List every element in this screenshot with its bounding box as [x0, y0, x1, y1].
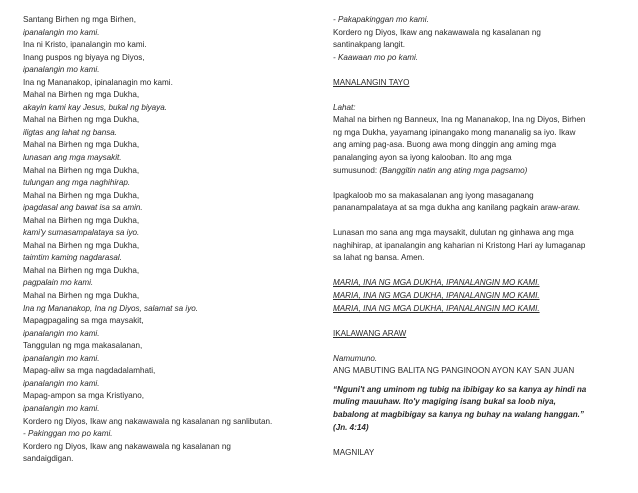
- blank-line: [333, 64, 625, 77]
- text-line: Ina ni Kristo, ipanalangin mo kami.: [23, 40, 147, 50]
- text-line: ipanalangin mo kami.: [23, 328, 100, 338]
- text-line: Mahal na Birhen ng mga Dukha,: [23, 140, 140, 150]
- text-line: Ina ng Mananakop, Ina ng Diyos, salamat sa iyo.: [23, 303, 199, 313]
- text-line: Mahal na Birhen ng mga Dukha,: [23, 165, 140, 175]
- blank-line: [333, 340, 625, 353]
- text-line: akayin kami kay Jesus, bukal ng biyaya.: [23, 102, 167, 112]
- text-line: ANG MABUTING BALITA NG PANGINOON AYON KAY SAN JUAN: [333, 366, 575, 376]
- text-line: panalanging ayon sa iyong kalooban. Ito ang mga: [333, 153, 512, 163]
- text-line: Mapagpagaling sa mga maysakit,: [23, 316, 144, 326]
- text-line: MAGNILAY: [333, 447, 375, 457]
- text-line: Lahat:: [333, 102, 356, 112]
- blank-line: [333, 434, 625, 447]
- text-span: sumusunod:: [333, 165, 380, 175]
- blank-line: [333, 89, 625, 102]
- text-line: Ipagkaloob mo sa makasalanan ang iyong masaganang: [333, 190, 534, 200]
- text-span-italic: (Banggitin natin ang ating mga pagsamo): [379, 165, 528, 175]
- text-line: Mahal na Birhen ng mga Dukha,: [23, 215, 140, 225]
- text-line: tulungan ang mga naghihirap.: [23, 178, 131, 188]
- text-line: iligtas ang lahat ng bansa.: [23, 127, 118, 137]
- text-line: Santang Birhen ng mga Birhen,: [23, 15, 136, 24]
- heading-line: MARIA, INA NG MGA DUKHA, IPANALANGIN MO KAMI.: [333, 278, 540, 288]
- text-line: Mahal na Birhen ng mga Dukha,: [23, 90, 140, 100]
- blank-line: [333, 315, 625, 328]
- text-line: Mapag-aliw sa mga nagdadalamhati,: [23, 366, 156, 376]
- text-line: Lunasan mo sana ang mga maysakit, dulutan ng ginhawa ang mga: [333, 228, 574, 238]
- text-line: ipanalangin mo kami.: [23, 403, 100, 413]
- text-line: taimtim kaming nagdarasal.: [23, 253, 122, 263]
- text-line: ipanalangin mo kami.: [23, 65, 100, 75]
- heading-line: IKALAWANG ARAW: [333, 328, 407, 338]
- text-line: muling mauuhaw. Ito'y magiging isang bukal sa loob niya,: [333, 397, 556, 407]
- text-line: lunasan ang mga maysakit.: [23, 153, 122, 163]
- text-line: Mahal na Birhen ng mga Dukha,: [23, 265, 140, 275]
- text-line: ipagdasal ang bawat isa sa amin.: [23, 203, 143, 213]
- text-line: (Jn. 4:14): [333, 422, 369, 432]
- text-line: “Nguni't ang uminom ng tubig na ibibigay ko sa kanya ay hindi na: [333, 384, 587, 394]
- text-line: Mahal na Birhen ng mga Dukha,: [23, 291, 140, 301]
- text-line: Mapag-ampon sa mga Kristiyano,: [23, 391, 145, 401]
- text-line: ng mga Dukha, yayamang ipinangako mong mananalig sa iyo. Ikaw: [333, 127, 576, 137]
- text-line: naghihirap, at ipanalangin ang kaharian ni Kristong Hari ay lumaganap: [333, 240, 586, 250]
- text-line: ipanalangin mo kami.: [23, 27, 100, 37]
- text-line: ipanalangin mo kami.: [23, 353, 100, 363]
- text-line: babalong at magbibigay sa kanya ng buhay na walang hanggan.”: [333, 409, 584, 419]
- text-line: Mahal na birhen ng Banneux, Ina ng Mananakop, Ina ng Diyos, Birhen: [333, 115, 586, 125]
- text-line: pagpalain mo kami.: [23, 278, 94, 288]
- text-line: Tanggulan ng mga makasalanan,: [23, 341, 143, 351]
- text-line: Namumuno.: [333, 353, 378, 363]
- blank-line: [333, 177, 625, 190]
- text-line: ang aming pag-asa. Buong awa mong dinggin ang aming mga: [333, 140, 557, 150]
- text-line: - Pakapakinggan mo kami.: [333, 15, 429, 24]
- text-line: Kordero ng Diyos, Ikaw ang nakawawala ng kasalanan ng sanlibutan.: [23, 416, 273, 426]
- heading-line: MARIA, INA NG MGA DUKHA, IPANALANGIN MO KAMI.: [333, 303, 540, 313]
- text-line: ipanalangin mo kami.: [23, 378, 100, 388]
- left-column: [23, 14, 313, 466]
- text-line: sandaigdigan.: [23, 454, 74, 464]
- blank-line: [333, 265, 625, 278]
- right-column: [333, 14, 625, 459]
- heading-line: MANALANGIN TAYO: [333, 77, 410, 87]
- text-line: - Kaawaan mo po kami.: [333, 52, 419, 62]
- text-line: Kordero ng Diyos, Ikaw ang nakawawala ng kasalanan ng: [333, 27, 541, 37]
- heading-line: MARIA, INA NG MGA DUKHA, IPANALANGIN MO KAMI.: [333, 291, 540, 301]
- text-line: sa lahat ng bansa. Amen.: [333, 253, 425, 263]
- text-line: Inang puspos ng biyaya ng Diyos,: [23, 52, 145, 62]
- text-line: kami'y sumasampalataya sa iyo.: [23, 228, 140, 238]
- text-line: - Pakinggan mo po kami.: [23, 429, 113, 439]
- blank-line: [333, 215, 625, 228]
- text-line: pananampalataya at sa mga dukha ang kanilang pagkain araw-araw.: [333, 203, 581, 213]
- text-line: Ina ng Mananakop, ipinalanagin mo kami.: [23, 77, 173, 87]
- text-line: Mahal na Birhen ng mga Dukha,: [23, 240, 140, 250]
- text-line: santinakpang langit.: [333, 40, 405, 50]
- text-line: Mahal na Birhen ng mga Dukha,: [23, 190, 140, 200]
- text-line: Mahal na Birhen ng mga Dukha,: [23, 115, 140, 125]
- text-line: [333, 165, 625, 178]
- text-line: Kordero ng Diyos, Ikaw ang nakawawala ng kasalanan ng: [23, 441, 231, 451]
